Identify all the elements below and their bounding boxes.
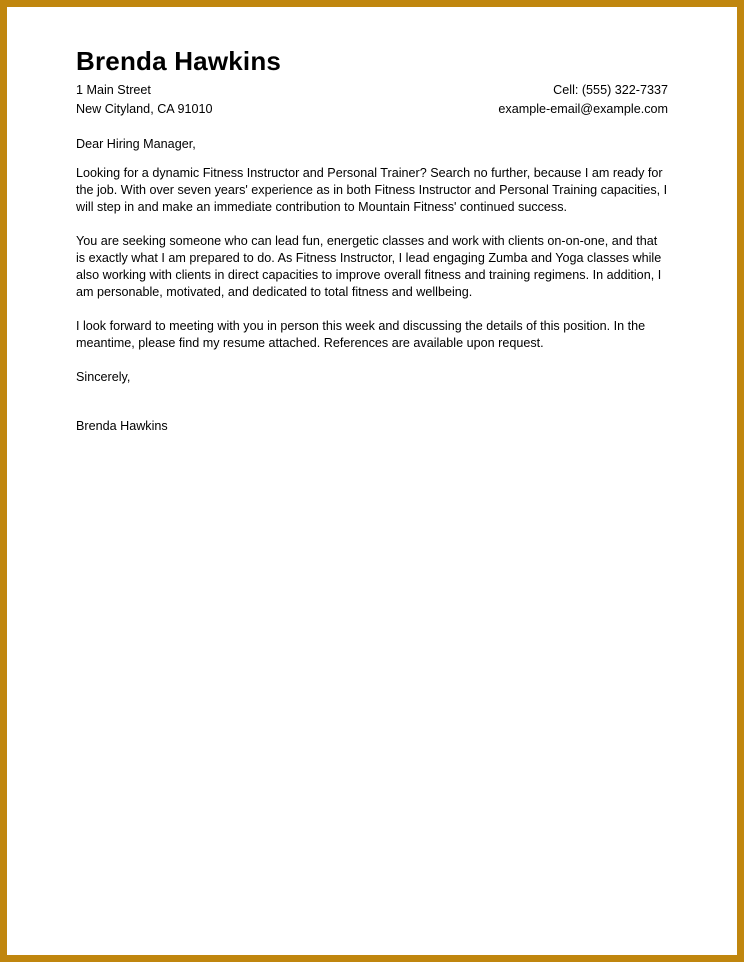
address-line-1: 1 Main Street <box>76 83 151 97</box>
contact-cell: Cell: (555) 322-7337 <box>553 83 668 97</box>
contact-email: example-email@example.com <box>498 102 668 116</box>
contact-block <box>498 81 668 119</box>
letter-header <box>76 45 668 119</box>
salutation: Dear Hiring Manager, <box>76 137 196 151</box>
closing: Sincerely, <box>76 370 131 384</box>
paragraph-intro: Looking for a dynamic Fitness Instructor and Personal Trainer? Search no further, because I am ready for the job. With over seven years' experience as in both Fitness Instructor and Personal Training capacities, I will step in and make an immediate contribution to Mountain Fitness' continued success. <box>76 166 668 214</box>
contact-header-row <box>76 81 668 119</box>
letter-body <box>76 136 668 435</box>
address-block <box>76 81 213 119</box>
paragraph-qualifications: You are seeking someone who can lead fun, energetic classes and work with clients on-on-one, and that is exactly what I am prepared to do. As Fitness Instructor, I lead engaging Zumba and Yoga classes while also working with clients in direct capacities to improve overall fitness and training regimens. In addition, I am personable, motivated, and dedicated to total fitness and wellbeing. <box>76 234 662 299</box>
signature: Brenda Hawkins <box>76 419 168 433</box>
address-line-2: New Cityland, CA 91010 <box>76 102 213 116</box>
page-title: Brenda Hawkins <box>76 46 282 76</box>
page-content <box>7 7 737 435</box>
paragraph-followup: I look forward to meeting with you in person this week and discussing the details of this position. In the meantime, please find my resume attached. References are available upon request. <box>76 319 646 350</box>
